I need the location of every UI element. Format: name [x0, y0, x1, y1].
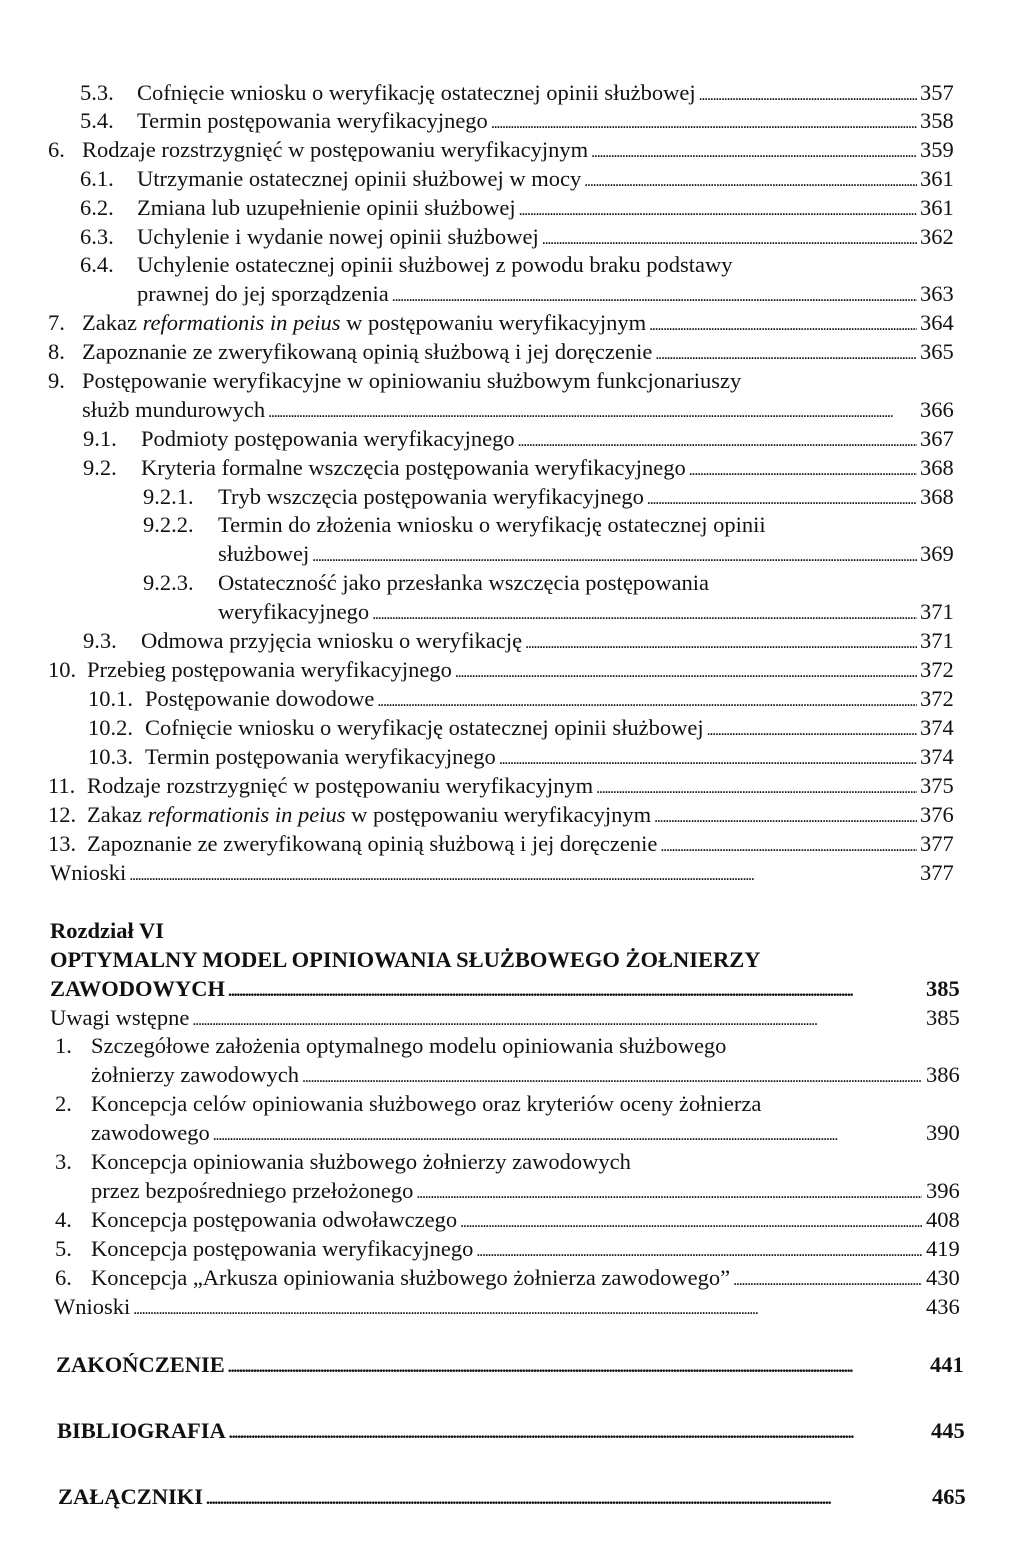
toc-entry-6-1: [0, 164, 1024, 194]
entry-page: 368: [920, 455, 954, 480]
entry-title-continued: żołnierzy zawodowych . . .: [91, 1060, 922, 1093]
toc-entry-12: [0, 800, 1024, 830]
entry-page: 445: [931, 1418, 965, 1443]
entry-title: Odmowa przyjęcia wniosku o weryfikację . . .: [141, 626, 917, 659]
entry-page: 366: [920, 397, 954, 422]
toc-entry-appendices: [0, 1482, 1024, 1512]
entry-title: Koncepcja postępowania odwoławczego . . .: [91, 1205, 922, 1238]
entry-page: 359: [920, 137, 954, 162]
entry-number: 10.2.: [88, 715, 133, 740]
toc-entry-7: [0, 308, 1024, 338]
chapter-label: Rozdział VI: [50, 918, 164, 943]
entry-page: 396: [926, 1178, 960, 1203]
entry-number: 9.3.: [83, 628, 117, 653]
toc-entry-9-2-3: [0, 568, 1024, 598]
entry-number: 10.3.: [88, 744, 133, 769]
entry-title: Koncepcja celów opiniowania służbowego oraz kryteriów oceny żołnierza: [91, 1091, 762, 1116]
toc-entry-ending: [0, 1350, 1024, 1380]
toc-entry-ch6-2: [0, 1089, 1024, 1119]
entry-page: 430: [926, 1265, 960, 1290]
entry-title: Zakaz reformationis in peius w postępowaniu weryfikacyjnym . . .: [82, 308, 917, 341]
entry-page: 386: [926, 1062, 960, 1087]
entry-title: Szczegółowe założenia optymalnego modelu opiniowania służbowego: [91, 1033, 727, 1058]
entry-page: 419: [926, 1236, 960, 1261]
entry-page: 377: [920, 860, 954, 885]
toc-entry-6: [0, 135, 1024, 165]
entry-title: Koncepcja postępowania weryfikacyjnego . . .: [91, 1234, 922, 1267]
toc-entry-10-3: [0, 742, 1024, 772]
entry-number: 3.: [55, 1149, 72, 1174]
toc-entry-6-4-cont: [0, 279, 1024, 309]
entry-number: 9.1.: [83, 426, 117, 451]
toc-entry-intro: [0, 1003, 1024, 1033]
toc-entry-10-2: [0, 713, 1024, 743]
toc-entry-11: [0, 771, 1024, 801]
entry-title-continued: służb mundurowych . . .: [82, 395, 917, 428]
entry-title-continued: służbowej . . .: [218, 539, 917, 572]
entry-page: 357: [920, 80, 954, 105]
entry-number: 12.: [48, 802, 77, 827]
entry-title: ZAŁĄCZNIKI . . .: [58, 1482, 928, 1515]
toc-entry-ch6-3: [0, 1147, 1024, 1177]
toc-entry-ch6-3-cont: [0, 1176, 1024, 1206]
entry-number: 9.2.3.: [143, 570, 194, 595]
toc-entry-5-4: [0, 106, 1024, 136]
entry-title-continued: weryfikacyjnego . . .: [218, 597, 917, 630]
entry-title: Ostateczność jako przesłanka wszczęcia postępowania: [218, 570, 710, 595]
entry-page: 358: [920, 108, 954, 133]
entry-page: 375: [920, 773, 954, 798]
entry-number: 6.2.: [80, 195, 114, 220]
chapter-title-cont: [0, 974, 1024, 1004]
entry-title: Wnioski . . .: [50, 858, 917, 891]
toc-entry-9-1: [0, 424, 1024, 454]
toc-entry-ch6-4: [0, 1205, 1024, 1235]
entry-page: 364: [920, 310, 954, 335]
entry-title: Uwagi wstępne . . .: [50, 1003, 922, 1036]
entry-number: 9.2.1.: [143, 484, 194, 509]
entry-page: 371: [920, 628, 954, 653]
entry-page: 362: [920, 224, 954, 249]
entry-title: Rodzaje rozstrzygnięć w postępowaniu weryfikacyjnym . . .: [82, 135, 917, 168]
entry-title: Utrzymanie ostatecznej opinii służbowej w mocy . . .: [137, 164, 917, 197]
entry-title: Przebieg postępowania weryfikacyjnego . . .: [87, 655, 917, 688]
toc-entry-9-2-1: [0, 482, 1024, 512]
entry-number: 10.: [48, 657, 77, 682]
entry-title: BIBLIOGRAFIA . . .: [57, 1416, 927, 1449]
entry-title: Kryteria formalne wszczęcia postępowania weryfikacyjnego . . .: [141, 453, 917, 486]
toc-entry-10: [0, 655, 1024, 685]
entry-page: 372: [920, 686, 954, 711]
entry-page: 372: [920, 657, 954, 682]
entry-page: 361: [920, 195, 954, 220]
entry-page: 361: [920, 166, 954, 191]
entry-page: 408: [926, 1207, 960, 1232]
entry-number: 5.4.: [80, 108, 114, 133]
entry-page: 368: [920, 484, 954, 509]
entry-title: Cofnięcie wniosku o weryfikację ostatecznej opinii służbowej . . .: [145, 713, 917, 746]
toc-entry-8: [0, 337, 1024, 367]
toc-entry-9-cont: [0, 395, 1024, 425]
entry-page: 376: [920, 802, 954, 827]
entry-title: Rodzaje rozstrzygnięć w postępowaniu weryfikacyjnym . . .: [87, 771, 917, 804]
entry-title-continued: zawodowego . . .: [91, 1118, 922, 1151]
entry-number: 5.: [55, 1236, 72, 1261]
toc-entry-ch6-1: [0, 1031, 1024, 1061]
chapter-page: 385: [926, 976, 960, 1001]
entry-number: 6.4.: [80, 252, 114, 277]
entry-page: 441: [930, 1352, 964, 1377]
entry-number: 1.: [55, 1033, 72, 1058]
entry-page: 465: [932, 1484, 966, 1509]
toc-entry-9-2: [0, 453, 1024, 483]
entry-title: Uchylenie ostatecznej opinii służbowej z powodu braku podstawy: [137, 252, 733, 277]
entry-page: 377: [920, 831, 954, 856]
entry-title: Termin postępowania weryfikacyjnego . . .: [145, 742, 917, 775]
toc-entry-9: [0, 366, 1024, 396]
entry-title: Zmiana lub uzupełnienie opinii służbowej . . .: [137, 193, 917, 226]
toc-entry-9-2-2-cont: [0, 539, 1024, 569]
entry-number: 5.3.: [80, 80, 114, 105]
entry-title: Termin do złożenia wniosku o weryfikację ostatecznej opinii: [218, 512, 766, 537]
entry-page: 374: [920, 715, 954, 740]
entry-title: Tryb wszczęcia postępowania weryfikacyjnego . . .: [218, 482, 917, 515]
toc-entry-6-2: [0, 193, 1024, 223]
entry-title: Termin postępowania weryfikacyjnego . . .: [137, 106, 917, 139]
chapter-title-continued: ZAWODOWYCH . . .: [50, 974, 922, 1007]
entry-page: 363: [920, 281, 954, 306]
entry-page: 390: [926, 1120, 960, 1145]
entry-title: Podmioty postępowania weryfikacyjnego . . .: [141, 424, 917, 457]
entry-page: 385: [926, 1005, 960, 1030]
toc-entry-9-3: [0, 626, 1024, 656]
entry-number: 4.: [55, 1207, 72, 1232]
entry-number: 2.: [55, 1091, 72, 1116]
entry-page: 436: [926, 1294, 960, 1319]
entry-page: 374: [920, 744, 954, 769]
toc-entry-5-3: [0, 78, 1024, 108]
entry-number: 8.: [48, 339, 65, 364]
toc-entry-13: [0, 829, 1024, 859]
entry-title: Koncepcja opiniowania służbowego żołnierzy zawodowych: [91, 1149, 631, 1174]
toc-entry-6-4: [0, 250, 1024, 280]
entry-title-continued: prawnej do jej sporządzenia . . .: [137, 279, 917, 312]
entry-title: Uchylenie i wydanie nowej opinii służbowej . . .: [137, 222, 917, 255]
entry-title: ZAKOŃCZENIE . . .: [56, 1350, 926, 1383]
toc-entry-9-2-3-cont: [0, 597, 1024, 627]
entry-title: Zapoznanie ze zweryfikowaną opinią służbową i jej doręczenie . . .: [87, 829, 917, 862]
entry-number: 9.2.: [83, 455, 117, 480]
toc-entry-bibliography: [0, 1416, 1024, 1446]
entry-title-continued: przez bezpośredniego przełożonego . . .: [91, 1176, 922, 1209]
toc-entry-9-2-2: [0, 510, 1024, 540]
entry-number: 10.1.: [88, 686, 133, 711]
entry-page: 365: [920, 339, 954, 364]
entry-title: Koncepcja „Arkusza opiniowania służbowego żołnierza zawodowego” . . .: [91, 1263, 922, 1296]
entry-page: 371: [920, 599, 954, 624]
toc-entry-ch6-2-cont: [0, 1118, 1024, 1148]
entry-page: 367: [920, 426, 954, 451]
entry-number: 6.1.: [80, 166, 114, 191]
entry-number: 11.: [48, 773, 76, 798]
entry-title: Zakaz reformationis in peius w postępowaniu weryfikacyjnym . . .: [87, 800, 917, 833]
entry-title: Cofnięcie wniosku o weryfikację ostatecznej opinii służbowej . . .: [137, 78, 917, 111]
toc-entry-ch6-5: [0, 1234, 1024, 1264]
entry-number: 9.: [48, 368, 65, 393]
entry-number: 6.: [48, 137, 65, 162]
chapter-title: OPTYMALNY MODEL OPINIOWANIA SŁUŻBOWEGO ŻOŁNIERZY: [50, 947, 761, 972]
toc-entry-10-1: [0, 684, 1024, 714]
entry-number: 6.3.: [80, 224, 114, 249]
entry-number: 7.: [48, 310, 65, 335]
entry-title: Postępowanie dowodowe . . .: [145, 684, 917, 717]
entry-number: 13.: [48, 831, 77, 856]
entry-number: 6.: [55, 1265, 72, 1290]
entry-page: 369: [920, 541, 954, 566]
toc-entry-6-3: [0, 222, 1024, 252]
entry-title: Postępowanie weryfikacyjne w opiniowaniu służbowym funkcjonariuszy: [82, 368, 742, 393]
toc-entry-conclusions: [0, 858, 1024, 888]
toc-entry-ch6-6: [0, 1263, 1024, 1293]
toc-entry-ch6-1-cont: [0, 1060, 1024, 1090]
entry-title: Wnioski . . .: [54, 1292, 922, 1325]
entry-title: Zapoznanie ze zweryfikowaną opinią służbową i jej doręczenie . . .: [82, 337, 917, 370]
entry-number: 9.2.2.: [143, 512, 194, 537]
toc-entry-ch6-conclusions: [0, 1292, 1024, 1322]
